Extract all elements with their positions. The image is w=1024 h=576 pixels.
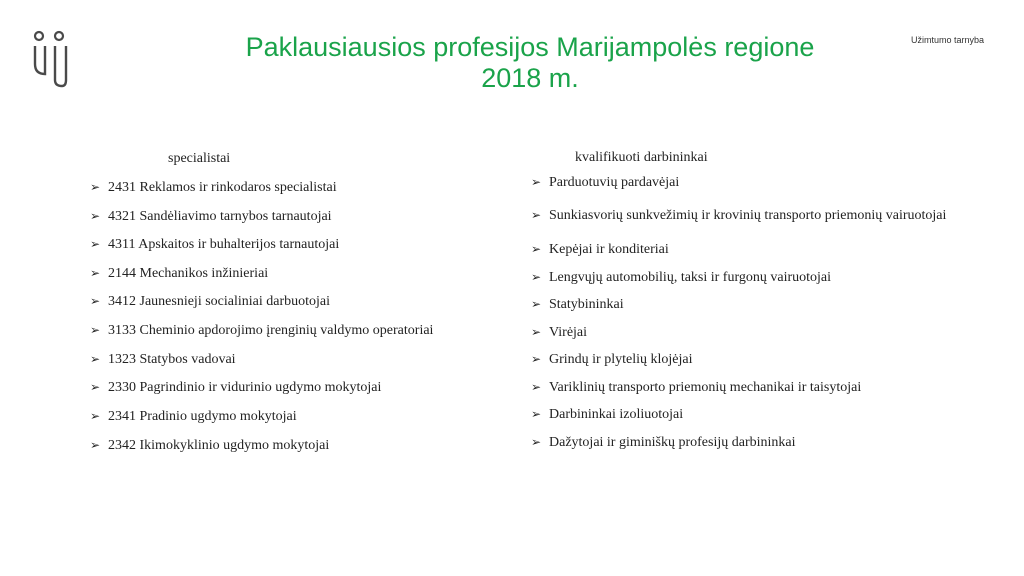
list-item: ➢ 3133 Cheminio apdorojimo įrenginių valdymo operatoriai xyxy=(90,323,434,338)
list-item: ➢ Statybininkai xyxy=(531,297,624,312)
list-item: ➢ 2342 Ikimokyklinio ugdymo mokytojai xyxy=(90,438,330,453)
list-item: ➢ Sunkiasvorių sunkvežimių ir krovinių transporto priemonių vairuotojai xyxy=(531,208,947,223)
list-item: ➢ Kepėjai ir konditeriai xyxy=(531,242,669,257)
title-line-1: Paklausiausios profesijos Marijampolės regione xyxy=(245,32,815,62)
bullet-icon: ➢ xyxy=(531,435,542,449)
bullet-icon: ➢ xyxy=(90,237,101,251)
list-item: ➢ 3412 Jaunesnieji socialiniai darbuotojai xyxy=(90,294,331,309)
bullet-icon: ➢ xyxy=(90,180,101,194)
bullet-icon: ➢ xyxy=(90,409,101,423)
list-item: ➢ Grindų ir plytelių klojėjai xyxy=(531,352,693,367)
list-item: ➢ Parduotuvių pardavėjai xyxy=(531,175,680,190)
page-title xyxy=(150,32,910,94)
bullet-icon: ➢ xyxy=(531,175,542,189)
list-item: ➢ Variklinių transporto priemonių mechanikai ir taisytojai xyxy=(531,380,862,395)
bullet-icon: ➢ xyxy=(90,266,101,280)
list-item: ➢ Dažytojai ir giminiškų profesijų darbininkai xyxy=(531,435,796,450)
bullet-icon: ➢ xyxy=(531,380,542,394)
bullet-icon: ➢ xyxy=(531,270,542,284)
bullet-icon: ➢ xyxy=(90,209,101,223)
bullet-icon: ➢ xyxy=(531,297,542,311)
uzimtumo-tarnyba-logo xyxy=(30,30,70,88)
bullet-icon: ➢ xyxy=(90,438,101,452)
bullet-icon: ➢ xyxy=(531,325,542,339)
list-item: ➢ Virėjai xyxy=(531,325,588,340)
bullet-icon: ➢ xyxy=(90,323,101,337)
bullet-icon: ➢ xyxy=(90,380,101,394)
list-item: ➢ 1323 Statybos vadovai xyxy=(90,352,236,367)
list-item: ➢ 4321 Sandėliavimo tarnybos tarnautojai xyxy=(90,209,332,224)
list-item: ➢ 2341 Pradinio ugdymo mokytojai xyxy=(90,409,297,424)
list-item: ➢ 4311 Apskaitos ir buhalterijos tarnautojai xyxy=(90,237,340,252)
list-item: ➢ Lengvųjų automobilių, taksi ir furgonų vairuotojai xyxy=(531,270,832,285)
list-item: ➢ 2431 Reklamos ir rinkodaros specialistai xyxy=(90,180,337,195)
bullet-icon: ➢ xyxy=(90,352,101,366)
bullet-icon: ➢ xyxy=(531,352,542,366)
qualified-workers-heading: kvalifikuoti darbininkai xyxy=(575,150,708,165)
bullet-icon: ➢ xyxy=(90,294,101,308)
list-item: ➢ 2330 Pagrindinio ir vidurinio ugdymo mokytojai xyxy=(90,380,382,395)
specialists-heading: specialistai xyxy=(168,151,231,166)
bullet-icon: ➢ xyxy=(531,407,542,421)
list-item: ➢ 2144 Mechanikos inžinieriai xyxy=(90,266,269,281)
title-line-2: 2018 m. xyxy=(481,63,579,93)
bullet-icon: ➢ xyxy=(531,242,542,256)
bullet-icon: ➢ xyxy=(531,208,542,222)
list-item: ➢ Darbininkai izoliuotojai xyxy=(531,407,684,422)
organization-label: Užimtumo tarnyba xyxy=(910,35,985,45)
